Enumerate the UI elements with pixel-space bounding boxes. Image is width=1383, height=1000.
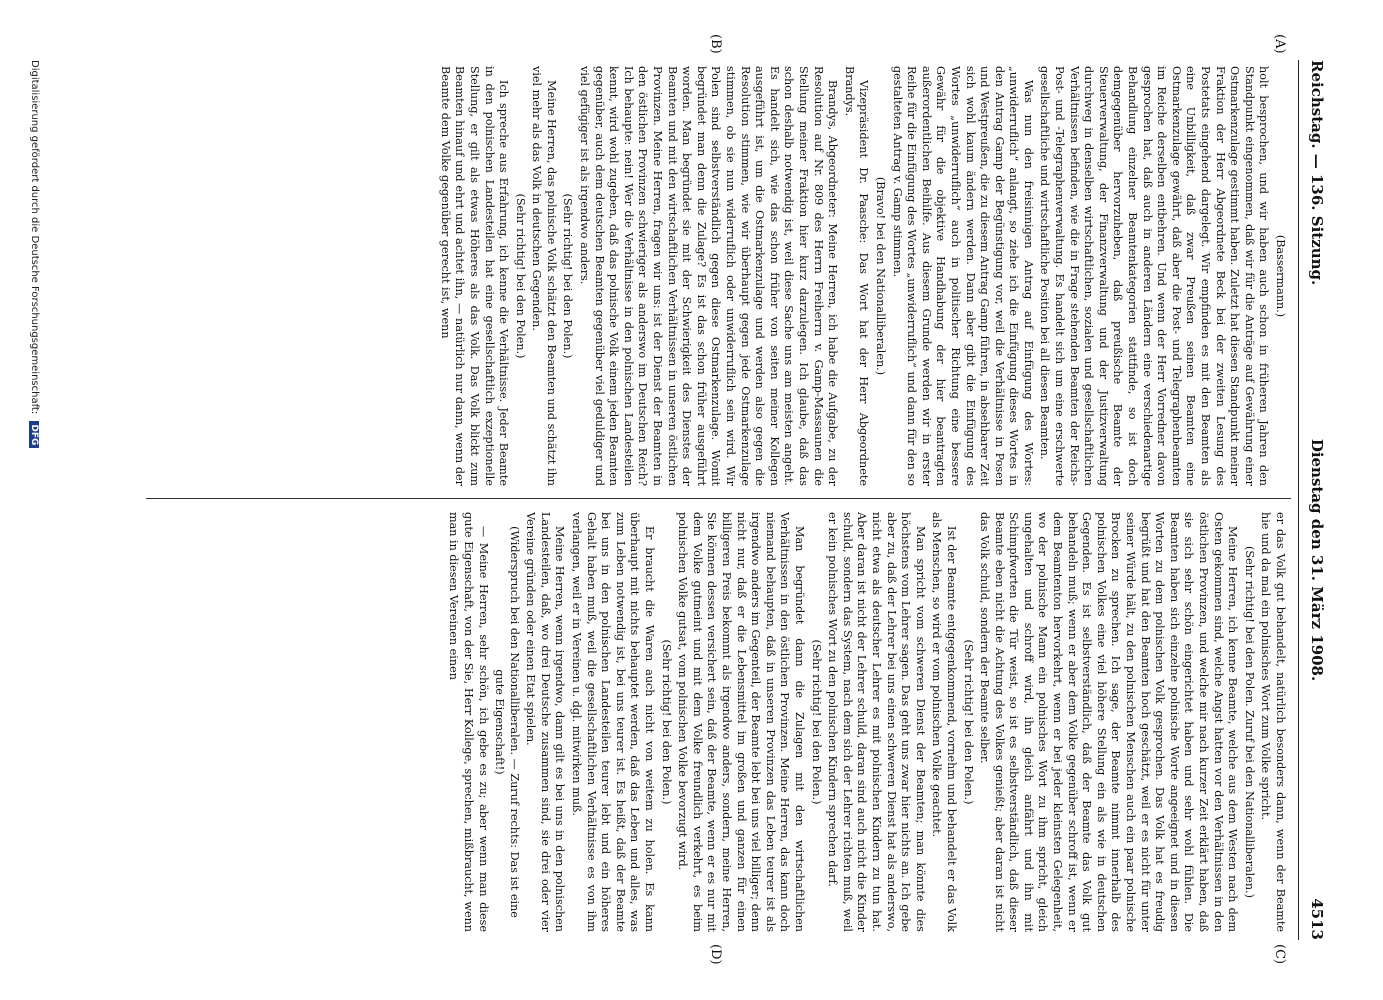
interjection: (Sehr richtig! bei den Polen.)	[961, 639, 975, 805]
page-header	[1286, 60, 1326, 940]
paragraph: Was nun den freisinnigen Antrag auf Einfügung des Wortes: „unwiderruflich“ anlangt, so ziehe ich die Einfügung dieses Wortes in den Antrag Gamp der Begünstigung vor, weil die Verhältnisse in Posen und Westpreußen, die zu diesem Antrag Gamp führen, in absehbarer Zeit sich wohl kaum ändern werden. Dann aber gibt die Einfügung des Wortes „unwiderruflich“ auch in politischer Richtung eine bessere Gewähr für die objektive Handhabung der hier beantragten außerordentlichen Beihilfe. Aus diesem Grunde werden wir in erster Reihe für die Einfügung des Wortes „unwiderruflich“ und dann für den so gestalteten Antrag v. Gamp stimmen.	[890, 66, 1035, 486]
header-date: Dienstag den 31. März 1908.	[1308, 438, 1326, 682]
paragraph: Brandys, Abgeordneter: Meine Herren, ich habe die Aufgabe, zu der Resolution auf Nr. 809 des Herrn Freiherrn v. Gamp-Massaunen die Stellung meiner Fraktion hier kurz darzulegen. Ich glaube, daß das schon deshalb notwendig ist, weil diese Sache uns am meisten angeht. Es handelt sich, wie das schon früher von seiten meiner Kollegen ausgeführt ist, um die Ostmarkenzulage und werden also gegen die Resolution stimmen, wie wir überhaupt gegen jede Ostmarkenzulage stimmen, ob sie nun widerruflich oder unwiderruflich sein wird. Wir Polen sind selbstverständlich gegen diese Ostmarkenzulage. Womit begründet man denn die Zulage? Es ist das schon früher ausgeführt worden. Man begründet sie mit der Schwierigkeit des Dienstes der Beamten und mit den wirtschaftlichen Verhältnissen in unseren östlichen Provinzen. Meine Herren, fragen wir uns: ist der Dienst der Beamten in den östlichen Provinzen schwieriger als anderswo im Deutschen Reich? Ich behaupte: nein! Wer die Verhältnisse in den polnischen Landesteilen kennt, wird wohl zugeben, daß das polnische Volk einem jeden Beamten gegenüber, auch dem deutschen Beamten gegenüber viel geduldiger und viel gefügiger ist als irgendwo anders.	[578, 66, 840, 486]
right-column	[444, 512, 1287, 932]
speaker-continuation: (Bassermann.)	[1274, 234, 1287, 318]
margin-mark-c: (C)	[1272, 944, 1287, 965]
page-number: 4513	[1308, 898, 1326, 940]
interjection: (Sehr richtig! bei den Polen.)	[561, 193, 575, 359]
paragraph: Man spricht vom schweren Dienst der Beamten; man könnte dies höchstens vom Lehrer sagen. Das geht uns zwar hier nichts an. Ich gebe aber zu, daß der Lehrer bei uns einen schweren Dienst hat als anderswo, nicht etwa als deutscher Lehrer es mit polnischen Kindern zu tun hat. Aber daran ist nicht der Lehrer schuld, daran sind auch nicht die Kinder schuld, sondern das System, nach dem sich der Lehrer richten muß, weil er kein polnisches Wort zu den polnischen Kindern sprechen darf.	[826, 512, 927, 932]
paragraph: — Meine Herren, sehr schön, ich gebe es zu; aber wenn man diese gute Eigenschaft, von der Sie, Herr Kollege, sprechen, mißbraucht, wenn man in diesen Vereinen einen	[447, 512, 490, 932]
header-left: Reichstag. — 136. Sitzung.	[1308, 60, 1326, 286]
interjection: (Sehr richtig! bei den Polen.)	[659, 639, 673, 805]
left-column	[435, 66, 1287, 486]
interjection: (Bravo! bei den Nationalliberalen.)	[873, 176, 887, 376]
digitization-footer	[29, 60, 40, 960]
paragraph: Er braucht die Waren auch nicht von weitem zu holen. Es kann überhaupt mit nichts behauptet werden, daß das Leben und alles, was zum Leben notwendig ist, bei uns teurer ist. Es heißt, daß der Beamte bei uns in den polnischen Landesteilen teurer lebt und ein höheres Gehalt haben muß, weil die gesellschaftlichen Verhältnisse es von ihm verlangen, weil er in Vereinen u. dgl. mitwirken muß.	[570, 512, 657, 932]
paragraph: Ist der Beamte entgegenkommend, vornehm und behandelt er das Volk als Menschen, so wird er vom polnischen Volke geachtet.	[930, 512, 958, 932]
interjection: (Sehr richtig! bei den Polen. Zuruf bei den Nationalliberalen.)	[1242, 546, 1256, 898]
paragraph: Ich spreche aus Erfahrung, ich kenne die Verhältnisse. Jeder Beamte in den polnischen Landesteilen hat eine gesellschaftlich exzeptionelle Stellung, er gilt als etwas Höheres als das Volk. Das Volk blickt zum Beamten hinauf und ehrt und achtet ihn, — natürlich nur dann, wenn der Beamte dem Volke gegenüber gerecht ist, wenn	[438, 66, 511, 486]
paragraph: Meine Herren, das polnische Volk schätzt den Beamten und schätzt ihn viel mehr als das Volk in deutschen Gegenden.	[530, 66, 558, 486]
interjection: (Sehr richtig! bei den Polen.)	[809, 639, 823, 805]
margin-mark-d: (D)	[708, 944, 723, 965]
paragraph: er das Volk gut behandelt, natürlich besonders dann, wenn der Beamte hie und da mal ein polnisches Wort zum Volke spricht.	[1259, 512, 1287, 932]
footer-text: Digitalisierung gefördert durch die Deutsche Forschungsgemeinschaft:	[29, 60, 40, 415]
header-rule	[1298, 60, 1299, 940]
interjection: (Widerspruch bei den Nationalliberalen. — Zuruf rechts: Das ist eine gute Eigenschaft!)	[493, 526, 521, 918]
margin-mark-a: (A)	[1272, 34, 1287, 54]
paragraph: Meine Herren, wenn irgendwo, dann gilt es bei uns in den polnischen Landesteilen, daß, wo drei Deutsche zusammen sind, sie drei oder vier Vereine gründen oder einen Etat spielen.	[524, 512, 567, 932]
column-divider	[146, 498, 1291, 499]
margin-mark-b: (B)	[708, 34, 723, 54]
interjection: (Sehr richtig! bei den Polen.)	[513, 193, 527, 359]
paragraph: Meine Herren, ich kenne Beamte, welche aus dem Westen nach dem Osten gekommen sind, welche Angst hatten vor den Verhältnissen in den östlichen Provinzen, und welche mir nach kurzer Zeit erklärt haben, daß sie sich sehr schön eingerichtet haben und sehr wohl fühlen. Die Beamten haben sich einzelne polnische Worte angeeignet und in diesen Worten zu dem polnischen Volk gesprochen. Das Volk hat es freudig begrüßt und hat den Beamten hoch geschätzt, weil er es nicht für unter seiner Würde hält, zu den polnischen Menschen auch ein paar polnische Brocken zu sprechen. Ich sage, der Beamte nimmt innerhalb des polnischen Volkes eine viel höhere Stellung ein als wie in deutschen Gegenden. Es ist selbstverständlich, daß der Beamte das Volk gut behandeln muß; wenn er aber dem Volke gegenüber schroff ist, wenn er dem Beamtenton hervorkehrt, wenn er bei jeder kleinsten Gelegenheit, wo der polnische Mann ein polnisches Wort zu ihm spricht, gleich ungehalten und schroff wird, ihn gleich anfährt und ihn mit Schimpfworten die Tür weist, so ist es selbstverständlich, daß dieser Beamte eben nicht die Achtung des Volkes genießt; aber daran ist nicht das Volk schuld, sondern der Beamte selber.	[978, 512, 1240, 932]
paragraph: holt besprochen, und wir haben auch schon in früheren Jahren den Standpunkt eingenommen, daß wir für die Anträge auf Gewährung einer Ostmarkenzulage gestimmt haben. Zuletzt hat diesen Standpunkt meiner Fraktion der Herr Abgeordnete Beck bei der zweiten Lesung des Postetats eingehend dargelegt. Wir empfinden es mit den Beamten als eine Unbilligkeit, daß zwar Preußen seinen Beamten eine Ostmarkenzulage gewährt, daß aber die Post- und Telegraphenbeamten im Reiche derselben entbehren. Und wenn der Herr Vorredner davon gesprochen hat, daß auch in anderen Ländern eine verschiedenartige Behandlung einzelner Beamtenkategorien stattfinde, so ist doch demgegenüber hervorzuheben, daß preußische Beamte der Steuerverwaltung, der Finanzverwaltung und der Justizverwaltung durchweg in denselben wirtschaftlichen, sozialen und gesellschaftlichen Verhältnissen befinden, wie die in Frage stehenden Beamten der Reichs-Post- und -Telegraphenverwaltung. Es handelt sich um eine erschwerte gesellschaftliche und wirtschaftliche Position bei all diesen Beamten.	[1038, 66, 1271, 486]
dfg-logo: DFG	[29, 421, 39, 448]
paragraph: Man begründet dann die Zulagen mit den wirtschaftlichen Verhältnissen in den östlichen Provinzen. Meine Herren, das kann doch niemand behaupten, daß in unseren Provinzen das Leben teurer ist als irgendwo anders im Gegenteil, der Beamte lebt bei uns viel billiger; denn nicht nur, daß er die Lebensmittel im großen und ganzen für einen billigeren Preis bekommt als irgendwo anders, sondern, meine Herren, Sie können dessen versichert sein, daß der Beamte, wenn er es nur mit dem Volke gutmeint und mit dem Volke freundlich verkehrt, es beim polnischen Volke gutsat, vom polnischen Volke bevorzugt wird.	[676, 512, 806, 932]
chair-statement: Vizepräsident Dr. Paasche: Das Wort hat der Herr Abgeordnete Brandys.	[842, 66, 871, 486]
